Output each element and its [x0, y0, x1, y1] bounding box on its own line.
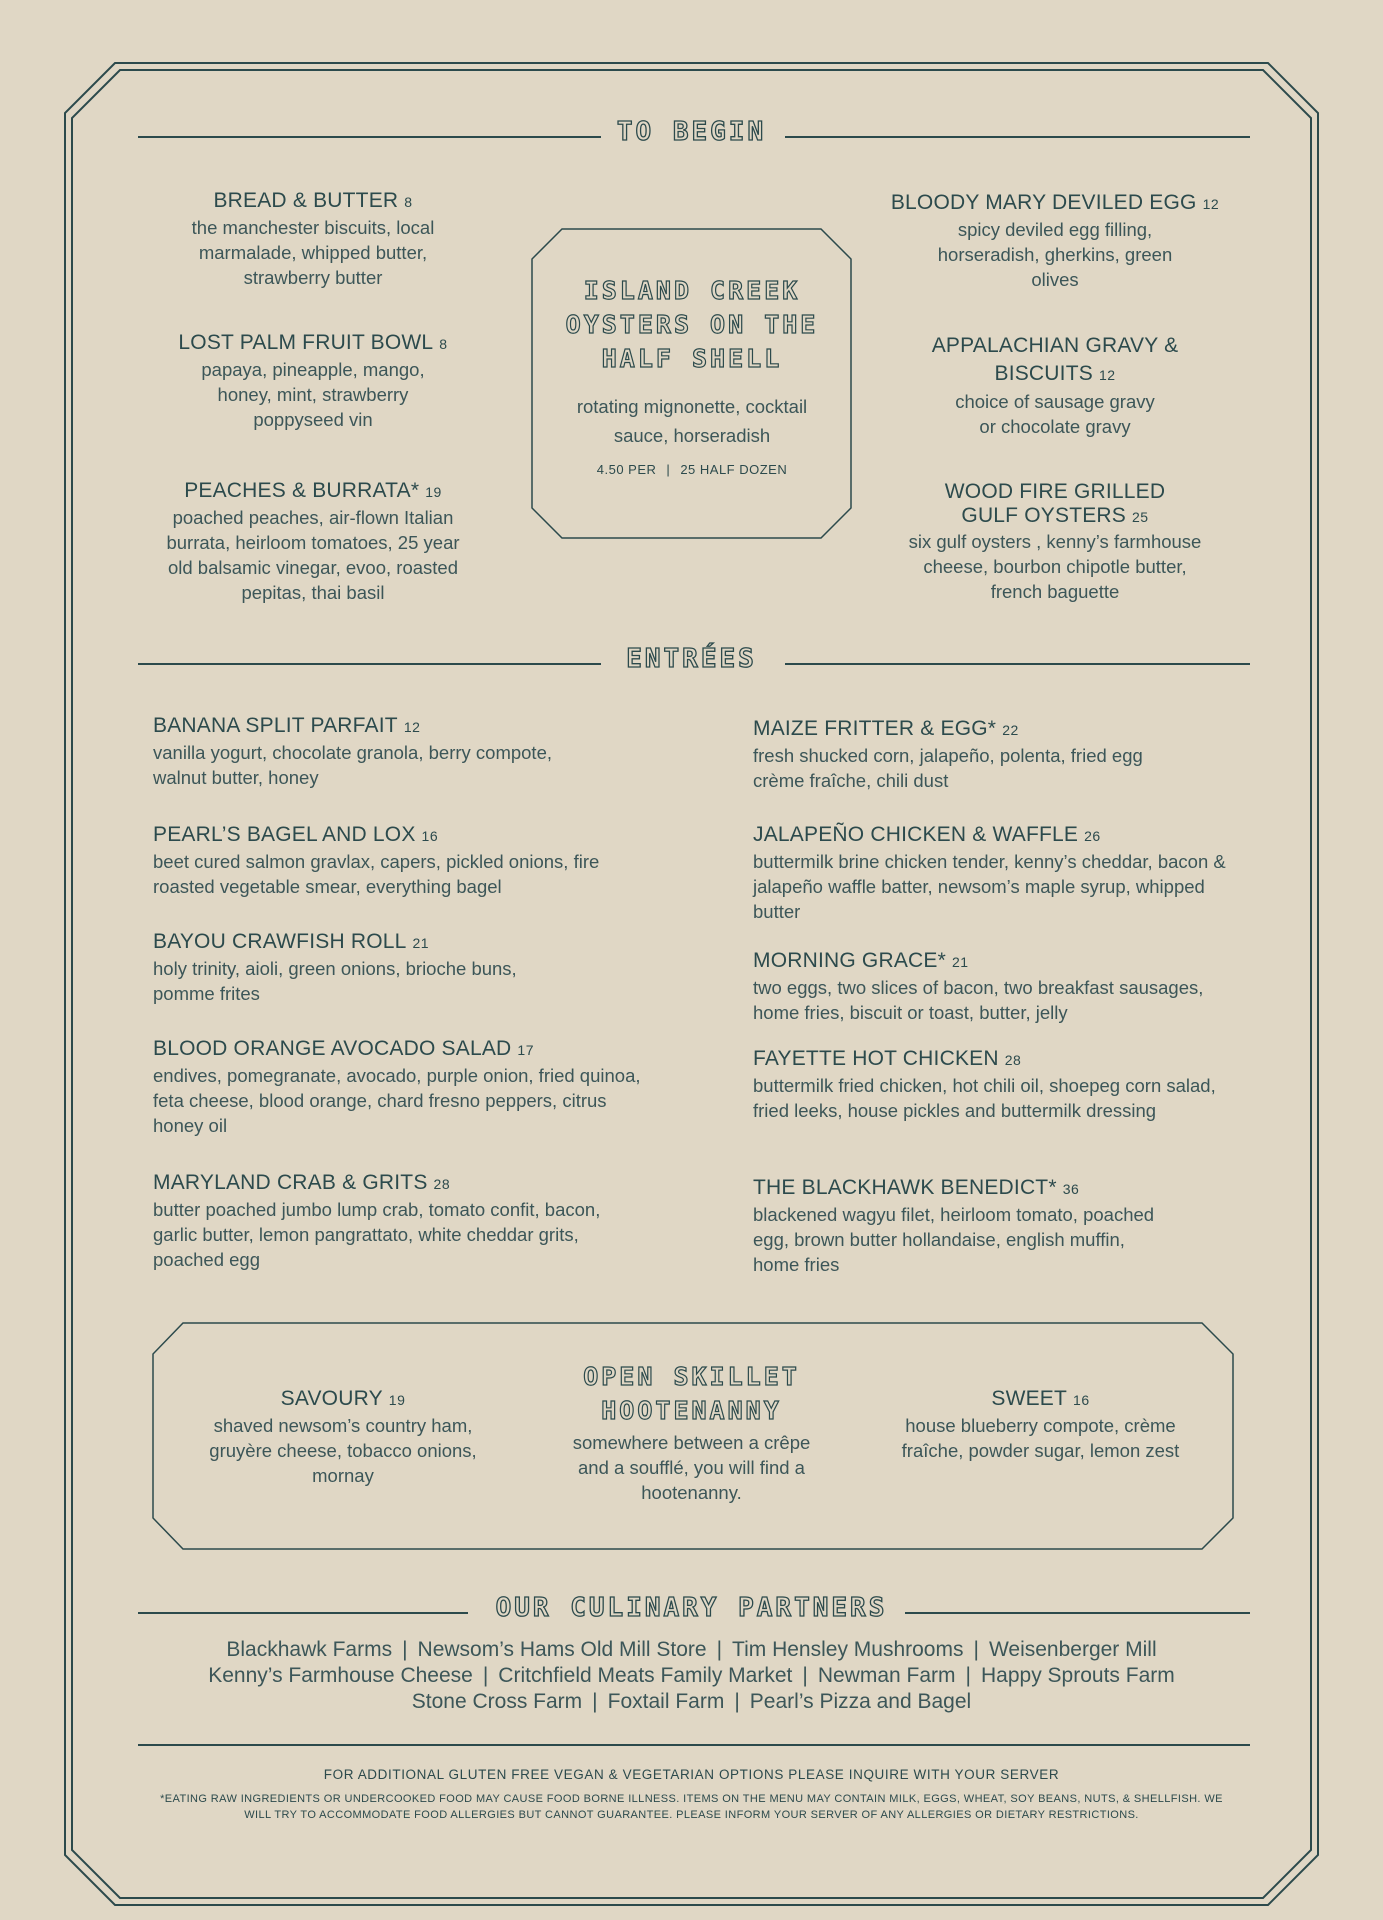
item-price: 19: [425, 484, 442, 500]
item-name: MARYLAND CRAB & GRITS: [153, 1171, 428, 1194]
item-price: 12: [403, 719, 421, 735]
item-name: WOOD FIRE GRILLED GULF OYSTERS: [944, 480, 1166, 527]
item-description: beet cured salmon gravlax, capers, pickled onions, fire roasted vegetable smear, everything bagel: [153, 851, 600, 897]
menu-item: [153, 822, 653, 899]
item-description: two eggs, two slices of bacon, two breakfast sausages, home fries, biscuit or toast, butter, jelly: [753, 977, 1204, 1023]
menu-item: [880, 480, 1230, 604]
partner-name: Happy Sprouts Farm: [981, 1664, 1175, 1687]
item-price: 8: [404, 194, 413, 210]
item-price: 36: [1062, 1181, 1080, 1197]
section-title-to-begin: TO BEGIN: [616, 117, 767, 147]
item-description: choice of sausage gravy or chocolate gravy: [955, 391, 1155, 437]
item-price: 28: [1004, 1052, 1022, 1068]
item-name: BAYOU CRAWFISH ROLL: [153, 930, 407, 953]
item-price: 16: [1073, 1392, 1090, 1408]
item-name: LOST PALM FRUIT BOWL: [178, 331, 434, 354]
divider: [138, 1744, 1250, 1746]
partners-line: Stone Cross Farm | Foxtail Farm | Pearl’s Pizza and Bagel: [411, 1690, 972, 1713]
partner-name: Critchfield Meats Family Market: [498, 1664, 793, 1687]
partner-name: Tim Hensley Mushrooms: [732, 1638, 964, 1661]
menu-item: [128, 188, 498, 290]
partners-line: Blackhawk Farms | Newsom’s Hams Old Mill Store | Tim Hensley Mushrooms | Weisenberger Mill: [226, 1638, 1157, 1661]
menu-item: [880, 332, 1230, 439]
skillet-title: OPEN SKILLET HOOTENANNY: [583, 1362, 800, 1425]
item-name: THE BLACKHAWK BENEDICT*: [753, 1176, 1057, 1199]
price-half-dozen: 25 HALF DOZEN: [680, 462, 788, 477]
section-title-partners: OUR CULINARY PARTNERS: [495, 1593, 888, 1623]
featured-title: ISLAND CREEK OYSTERS ON THE HALF SHELL: [565, 276, 819, 373]
featured-description: rotating mignonette, cocktail sauce, horseradish: [576, 396, 808, 446]
partner-name: Pearl’s Pizza and Bagel: [749, 1690, 972, 1713]
item-description: vanilla yogurt, chocolate granola, berry compote, walnut butter, honey: [153, 742, 552, 788]
item-name: BANANA SPLIT PARFAIT: [153, 714, 398, 737]
item-description: buttermilk fried chicken, hot chili oil, shoepeg corn salad, fried leeks, house pickles and buttermilk dressing: [753, 1075, 1216, 1121]
item-description: the manchester biscuits, local marmalade, whipped butter, strawberry butter: [191, 217, 435, 288]
menu-item: [153, 1036, 653, 1138]
partner-name: Newman Farm: [817, 1664, 956, 1687]
item-description: spicy deviled egg filling, horseradish, gherkins, green olives: [937, 219, 1173, 290]
item-price: 12: [1098, 367, 1116, 383]
item-price: 21: [951, 954, 969, 970]
item-price: 19: [388, 1392, 406, 1408]
menu-item: [753, 1175, 1233, 1277]
partner-name: Kenny’s Farmhouse Cheese: [208, 1664, 473, 1687]
item-price: 16: [421, 828, 439, 844]
item-price: 21: [412, 935, 430, 951]
item-price: 28: [433, 1176, 451, 1192]
item-name: JALAPEÑO CHICKEN & WAFFLE: [753, 823, 1079, 846]
item-description: papaya, pineapple, mango, honey, mint, strawberry poppyseed vin: [201, 359, 425, 430]
partner-name: Blackhawk Farms: [226, 1638, 393, 1661]
item-description: house blueberry compote, crème fraîche, powder sugar, lemon zest: [901, 1415, 1180, 1461]
item-price: 8: [439, 336, 448, 352]
item-description: shaved newsom’s country ham, gruyère cheese, tobacco onions, mornay: [209, 1415, 477, 1486]
menu-item: [753, 1046, 1233, 1123]
menu-item: [153, 929, 653, 1006]
menu-item: [128, 330, 498, 432]
menu-item: [753, 716, 1233, 793]
item-description: endives, pomegranate, avocado, purple onion, fried quinoa, feta cheese, blood orange, chard fresno peppers, citrus honey oil: [153, 1065, 641, 1136]
menu-item: [153, 713, 653, 790]
item-description: buttermilk brine chicken tender, kenny’s cheddar, bacon & jalapeño waffle batter, newsom’s maple syrup, whipped butter: [753, 851, 1226, 922]
item-name: SAVOURY: [280, 1387, 383, 1410]
partner-name: Stone Cross Farm: [411, 1690, 583, 1713]
partner-name: Weisenberger Mill: [988, 1638, 1157, 1661]
section-title-entrees: ENTRÉES: [626, 644, 757, 674]
partner-name: Foxtail Farm: [607, 1690, 725, 1713]
item-description: fresh shucked corn, jalapeño, polenta, fried egg crème fraîche, chili dust: [753, 745, 1143, 791]
item-name: PEARL’S BAGEL AND LOX: [153, 823, 416, 846]
skillet-description: somewhere between a crêpe and a soufflé, you will find a hootenanny.: [572, 1432, 811, 1503]
item-name: BLOOD ORANGE AVOCADO SALAD: [153, 1037, 512, 1060]
skillet-feature: [550, 1360, 833, 1505]
partners-line: Kenny’s Farmhouse Cheese | Critchfield Meats Family Market | Newman Farm | Happy Sprouts Farm: [208, 1664, 1175, 1687]
item-name: PEACHES & BURRATA*: [184, 479, 420, 502]
item-name: APPALACHIAN GRAVY & BISCUITS: [931, 334, 1179, 385]
item-price: 17: [517, 1042, 534, 1058]
item-name: BREAD & BUTTER: [213, 189, 399, 212]
menu-item: [153, 1170, 653, 1272]
item-description: holy trinity, aioli, green onions, brioche buns, pomme frites: [153, 958, 517, 1004]
item-price: 22: [1002, 722, 1019, 738]
item-price: 26: [1084, 828, 1101, 844]
allergy-disclaimer: *EATING RAW INGREDIENTS OR UNDERCOOKED FOOD MAY CAUSE FOOD BORNE ILLNESS. ITEMS ON THE MENU MAY CONTAIN MILK, EGGS, WHEAT, SOY BEANS, NUTS, & SHELLFISH. WE WILL TRY TO ACCOMMODATE FOOD ALLERGIES BUT CANNOT GUARANTEE. PLEASE INFORM YOUR SERVER OF ANY ALLERGIES OR DIETARY RESTRICTIONS.: [160, 1793, 1223, 1821]
menu-item: [753, 948, 1233, 1025]
item-name: MORNING GRACE*: [753, 949, 946, 972]
item-name: MAIZE FRITTER & EGG*: [753, 717, 997, 740]
item-description: poached peaches, air-flown Italian burrata, heirloom tomatoes, 25 year old balsamic vinegar, evoo, roasted pepitas, thai basil: [166, 507, 460, 603]
menu-item: [128, 478, 498, 605]
partner-name: Newsom’s Hams Old Mill Store: [417, 1638, 707, 1661]
item-name: BLOODY MARY DEVILED EGG: [890, 191, 1197, 214]
item-description: six gulf oysters , kenny’s farmhouse cheese, bourbon chipotle butter, french baguette: [908, 531, 1202, 602]
featured-prices: 4.50 PER | 25 HALF DOZEN: [596, 462, 788, 477]
item-name: SWEET: [991, 1387, 1068, 1410]
menu-item: [753, 822, 1233, 924]
item-name: FAYETTE HOT CHICKEN: [753, 1047, 999, 1070]
menu-item-sweet: [888, 1386, 1193, 1463]
price-per: 4.50 PER: [596, 462, 657, 477]
item-price: 12: [1202, 196, 1220, 212]
featured-oysters: [542, 274, 842, 477]
item-description: blackened wagyu filet, heirloom tomato, poached egg, brown butter hollandaise, english muffin, home fries: [753, 1204, 1155, 1275]
item-description: butter poached jumbo lump crab, tomato confit, bacon, garlic butter, lemon pangrattato, white cheddar grits, poached egg: [153, 1199, 601, 1270]
menu-item: [880, 190, 1230, 292]
partners-list: [90, 1637, 1293, 1715]
item-price: 25: [1132, 509, 1149, 525]
dietary-note: FOR ADDITIONAL GLUTEN FREE VEGAN & VEGETARIAN OPTIONS PLEASE INQUIRE WITH YOUR SERVER: [323, 1767, 1060, 1782]
menu-item-savoury: [188, 1386, 498, 1488]
